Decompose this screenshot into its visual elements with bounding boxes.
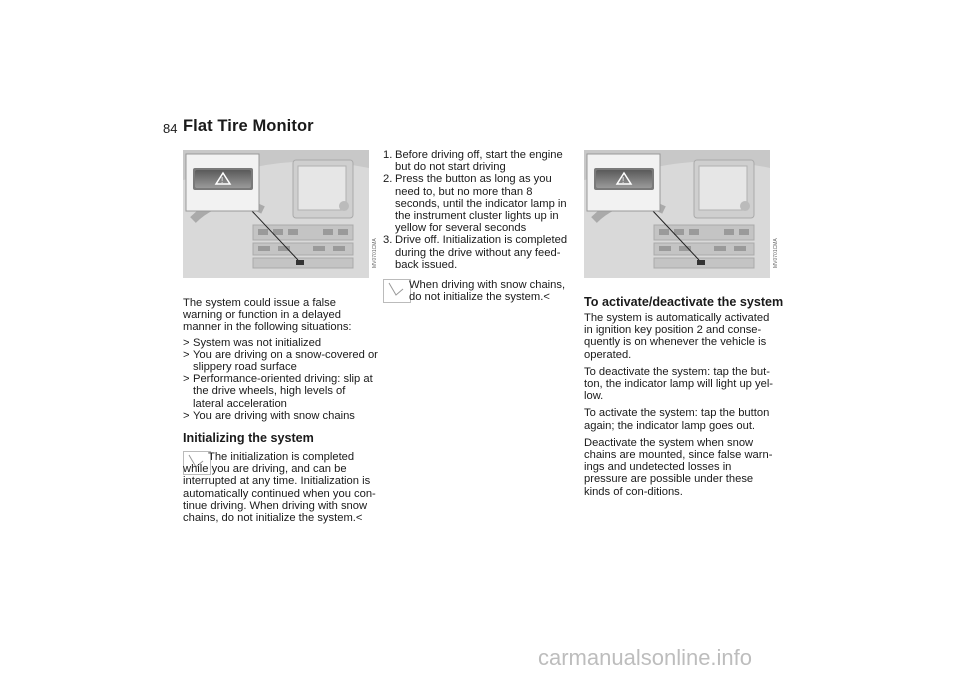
paragraph: The system is automatically activated in ignition key position 2 and conse-quently is on whenever the vehicle is operated. (584, 312, 770, 361)
section-heading-activate: To activate/deactivate the system (584, 295, 784, 309)
bullet-marker: > (183, 348, 190, 361)
situations-list (183, 337, 378, 422)
list-item: > You are driving on a snow-covered or slippery road surface (183, 348, 378, 374)
paragraph: Deactivate the system when snow chains are mounted, since false warn-ings and undetected losses in pressure are possible under these kinds of con-ditions. (584, 436, 773, 498)
watermark-link[interactable]: carmanualsonline.info (538, 645, 753, 670)
bullet-marker: > (183, 409, 190, 422)
dashboard-illustration (584, 150, 770, 278)
list-item: > You are driving with snow chains (183, 409, 355, 422)
svg-text:!: ! (221, 176, 224, 185)
dashboard-figure-left (183, 150, 369, 278)
bullet-marker: > (183, 373, 190, 386)
page-title: Flat Tire Monitor (183, 117, 314, 135)
middle-column (383, 149, 575, 271)
paragraph: To deactivate the system: tap the but-ton, the indicator lamp will light up yel-low. (584, 365, 774, 403)
svg-text:!: ! (622, 176, 625, 185)
steps-list (383, 149, 575, 271)
list-item: > System was not initialized (183, 336, 322, 349)
end-mark: < (355, 512, 363, 525)
bullet-marker: > (183, 336, 190, 349)
intro-paragraph: The system could issue a false warning or function in a delayed manner in the following situations: (183, 297, 352, 334)
list-item: > Performance-oriented driving: slip at the drive wheels, high levels of lateral acceleration (183, 373, 373, 410)
figure-code-right: MV0701CMA (773, 238, 779, 268)
left-column (183, 297, 378, 422)
note-arrow-icon (383, 279, 411, 303)
list-item: 2. Press the button as long as you need to, but no more than 8 seconds, until the indicator lamp in the instrument cluster lights up in yellow for several seconds (383, 173, 567, 235)
page-number: 84 (163, 121, 178, 136)
section-heading-initializing: Initializing the system (183, 431, 314, 445)
figure-code-left: MV0701CMA (372, 238, 378, 268)
end-mark: < (543, 291, 550, 304)
paragraph: To activate the system: tap the button again; the indicator lamp goes out. (584, 407, 770, 432)
dashboard-figure-right (584, 150, 770, 278)
note-initializing: The initialization is completed while you are driving, and can be interrupted at any time. Initialization is automatically continued when you con-tinue driving. When driving with snow chains, do not initialize the system.< (183, 451, 376, 525)
note-snow-chains: When driving with snow chains, do not initialize the system.< (409, 279, 566, 304)
right-column (584, 312, 776, 503)
dashboard-illustration (183, 150, 369, 278)
list-item: 3. Drive off. Initialization is completed during the drive without any feed-back issued. (383, 234, 568, 271)
list-item: 1. Before driving off, start the engine but do not start driving (383, 149, 563, 174)
